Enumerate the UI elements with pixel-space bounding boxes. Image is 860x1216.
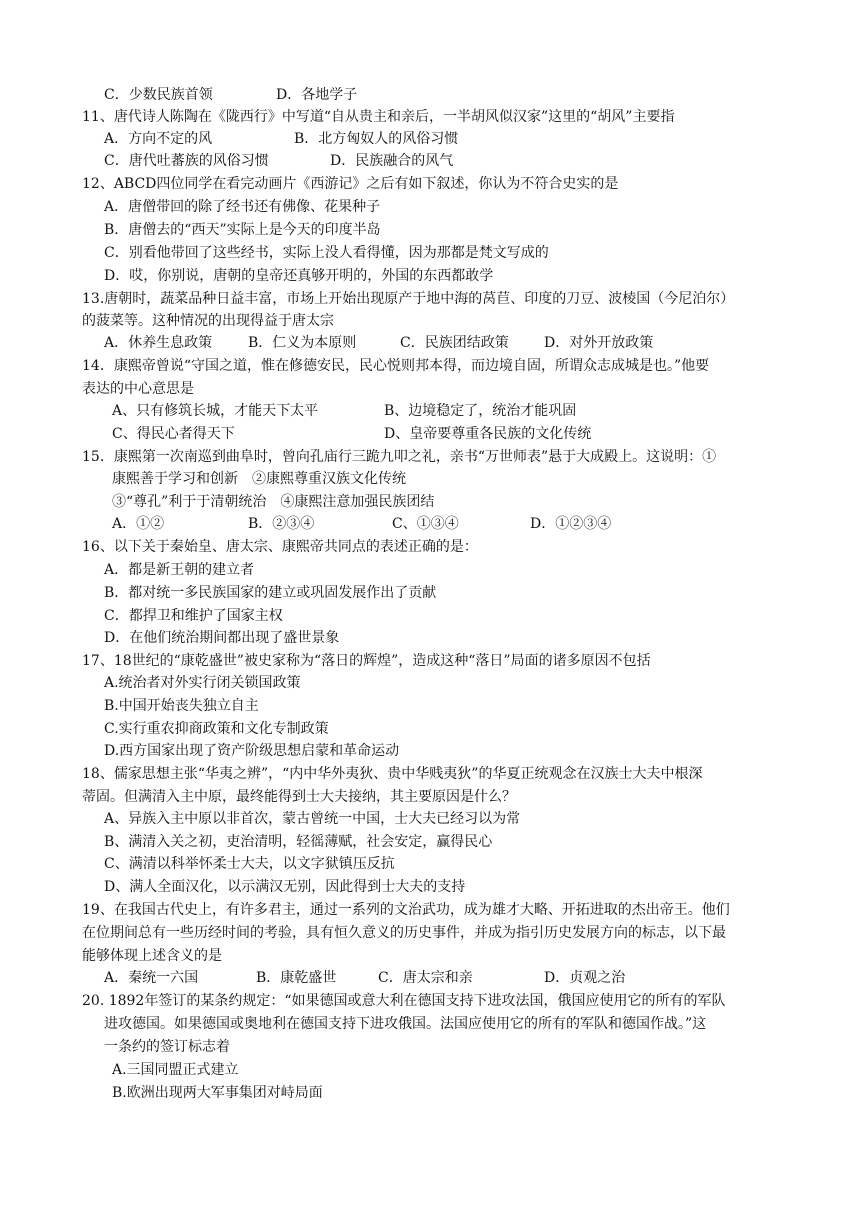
- q14-option-a: A、只有修筑长城，才能天下太平: [112, 403, 319, 419]
- q20-option-a: A.三国同盟正式建立: [112, 1062, 239, 1078]
- q18-option-a: A、异族入主中原以非首次，蒙古曾统一中国，士大夫已经习以为常: [104, 811, 521, 827]
- q19-option-a: A．秦统一六国: [104, 970, 199, 986]
- q12-option-a: A．唐僧带回的除了经书还有佛像、花果种子: [104, 199, 381, 215]
- q11-options-row-1: [0, 128, 860, 150]
- q19-stem-line-3: 能够体现上述含义的是: [82, 948, 222, 964]
- q20-stem-line-3: 一条约的签订标志着: [104, 1039, 230, 1055]
- q10-options-row: [0, 84, 860, 106]
- q18-stem-line-2: 蒂固。但满清入主中原，最终能得到士大夫接纳，其主要原因是什么？: [82, 789, 516, 805]
- q12-option-b: B．唐僧去的“西天”实际上是今天的印度半岛: [104, 222, 381, 238]
- q19-option-c: C．唐太宗和亲: [378, 970, 473, 986]
- q15-option-c: C、①③④: [392, 516, 459, 532]
- q17-stem: 17、18世纪的“康乾盛世”被史家称为“落日的辉煌”，造成这种“落日”局面的诸多原因不包括: [82, 653, 651, 669]
- q13-option-b: B．仁义为本原则: [248, 335, 357, 351]
- q11-option-c: C．唐代吐蕃族的风俗习惯: [104, 153, 269, 169]
- q14-option-d: D、皇帝要尊重各民族的文化传统: [384, 426, 592, 442]
- q13-stem-line-1: 13.唐朝时，蔬菜品种日益丰富，市场上开始出现原产于地中海的莴苣、印度的刀豆、波棱国（今尼泊尔）: [82, 291, 735, 307]
- q18-option-b: B、满清入关之初，吏治清明，轻徭薄赋，社会安定，赢得民心: [104, 834, 493, 850]
- q11-option-a: A．方向不定的风: [104, 131, 213, 147]
- q15-stem-line-3: ③“尊孔”利于于清朝统治 ④康熙注意加强民族团结: [112, 494, 435, 510]
- q16-option-a: A．都是新王朝的建立者: [104, 562, 255, 578]
- q18-stem-line-1: 18、儒家思想主张“华夷之辨”，“内中华外夷狄、贵中华贱夷狄”的华夏正统观念在汉族士大夫中根深: [82, 766, 703, 782]
- q15-stem-line-2: 康熙善于学习和创新 ②康熙尊重汉族文化传统: [112, 471, 406, 487]
- q14-stem-line-2: 表达的中心意思是: [82, 381, 194, 397]
- q17-option-b: B.中国开始丧失独立自主: [104, 698, 259, 714]
- q14-option-c: C、得民心者得天下: [112, 426, 235, 442]
- q19-stem-line-2: 在位期间总有一些历经时间的考验，具有恒久意义的历史事件，并成为指引历史发展方向的标志，以下最: [82, 925, 726, 941]
- q13-option-d: D．对外开放政策: [544, 335, 654, 351]
- q13-option-a: A．休养生息政策: [104, 335, 213, 351]
- q17-option-d: D.西方国家出现了资产阶级思想启蒙和革命运动: [104, 743, 400, 759]
- q12-option-d: D．哎，你别说，唐朝的皇帝还真够开明的，外国的东西都敢学: [104, 268, 494, 284]
- q13-stem-line-2: 的菠菜等。这种情况的出现得益于唐太宗: [82, 313, 334, 329]
- q13-options-row: [0, 332, 860, 354]
- q15-options-row: [0, 513, 860, 535]
- q14-options-row-1: [0, 400, 860, 422]
- q11-options-row-2: [0, 150, 860, 172]
- q12-option-c: C．别看他带回了这些经书，实际上没人看得懂，因为那都是梵文写成的: [104, 245, 549, 261]
- q20-stem-line-2: 进攻德国。如果德国或奥地利在德国支持下进攻俄国。法国应使用它的所有的军队和德国作战。”这: [104, 1016, 707, 1032]
- q17-option-a: A.统治者对外实行闭关锁国政策: [104, 675, 301, 691]
- q11-option-b: B．北方匈奴人的风俗习惯: [294, 131, 459, 147]
- q18-option-c: C、满清以科举怀柔士大夫，以文字狱镇压反抗: [104, 856, 395, 872]
- q19-options-row: [0, 967, 860, 989]
- q12-stem: 12、ABCD四位同学在看完动画片《西游记》之后有如下叙述，你认为不符合史实的是: [82, 176, 619, 192]
- q15-option-a: A．①②: [112, 516, 165, 532]
- q19-option-d: D．贞观之治: [544, 970, 626, 986]
- q19-stem-line-1: 19、在我国古代史上，有许多君主，通过一系列的文治武功，成为雄才大略、开拓进取的杰出帝王。他们: [82, 902, 730, 918]
- q16-option-b: B．都对统一多民族国家的建立或巩固发展作出了贡献: [104, 585, 437, 601]
- q19-option-b: B．康乾盛世: [256, 970, 337, 986]
- q10-option-d: D．各地学子: [276, 87, 358, 103]
- q14-option-b: B、边境稳定了，统治才能巩固: [384, 403, 577, 419]
- q20-stem-line-1: 20. 1892年签订的某条约规定：“如果德国或意大利在德国支持下进攻法国，俄国应使用它的所有的军队: [82, 993, 726, 1009]
- q18-option-d: D、满人全面汉化，以示满汉无别，因此得到士大夫的支持: [104, 879, 466, 895]
- q15-option-d: D．①②③④: [530, 516, 612, 532]
- q11-stem: 11、唐代诗人陈陶在《陇西行》中写道“自从贵主和亲后，一半胡风似汉家”这里的“胡风”主要指: [82, 109, 675, 125]
- q14-options-row-2: [0, 423, 860, 445]
- q11-option-d: D．民族融合的风气: [330, 153, 454, 169]
- q15-stem-line-1: 15．康熙第一次南巡到曲阜时，曾向孔庙行三跪九叩之礼，亲书“万世师表”悬于大成殿上。这说明：①: [82, 449, 717, 465]
- q15-option-b: B．②③④: [248, 516, 315, 532]
- q16-option-c: C．都捍卫和维护了国家主权: [104, 608, 283, 624]
- q14-stem-line-1: 14．康熙帝曾说“守国之道，惟在修德安民，民心悦则邦本得，而边境自固，所谓众志成城是也。”他要: [82, 358, 710, 374]
- q20-option-b: B.欧洲出现两大军事集团对峙局面: [112, 1085, 323, 1101]
- q13-option-c: C．民族团结政策: [400, 335, 509, 351]
- q10-option-c: C．少数民族首领: [104, 87, 213, 103]
- q16-stem: 16、以下关于秦始皇、唐太宗、康熙帝共同点的表述正确的是：: [82, 539, 478, 555]
- q16-option-d: D．在他们统治期间都出现了盛世景象: [104, 630, 340, 646]
- q17-option-c: C.实行重农抑商政策和文化专制政策: [104, 721, 329, 737]
